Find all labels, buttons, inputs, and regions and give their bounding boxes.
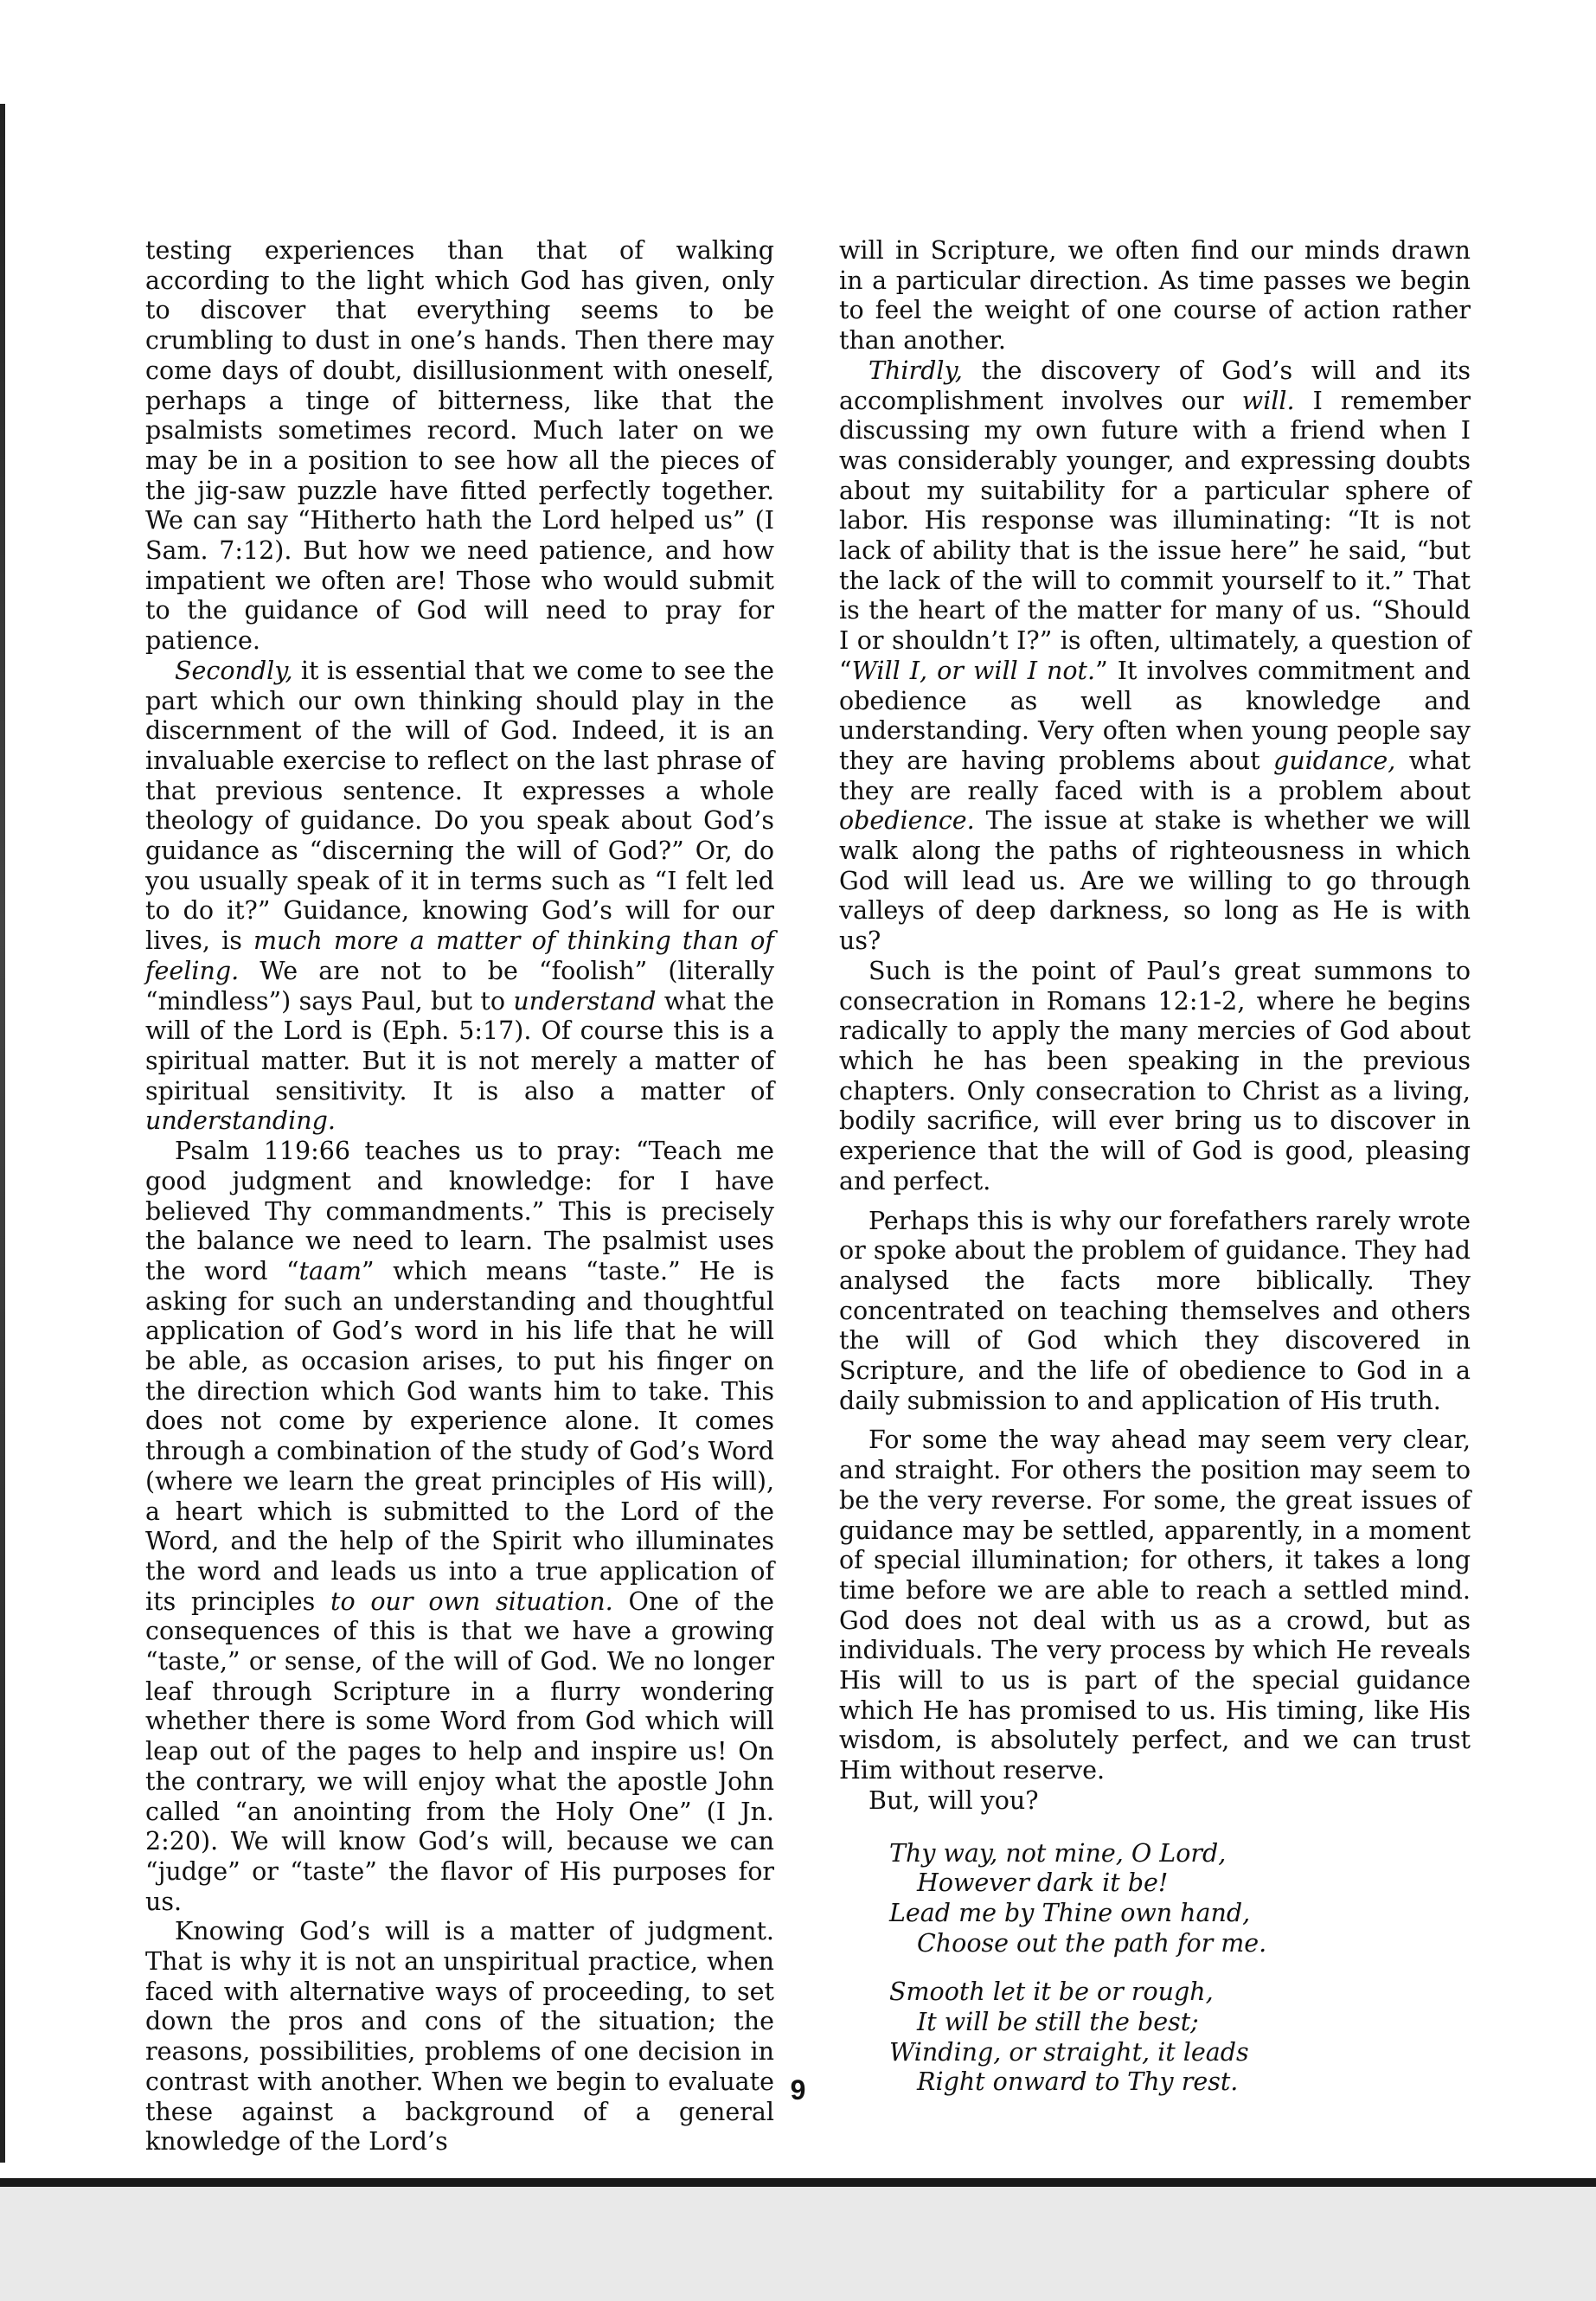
text-run: ” which means “taste.” He is asking for such an understanding and thoughtful application of God’s word in his life that he will be able, as occasion arises, to put his finger on the direction which God wants him to take. This does not come by experience alone. It comes through a combination of the study of God’s Word (where we learn the great principles of His will), a heart which is submitted to the Lord of the Word, and the help of the Spirit who illuminates the word and leads us into a true application of its principles: [145, 1256, 774, 1616]
right-column: [839, 236, 1471, 2117]
poem-line: Winding, or straight, it leads: [889, 2037, 1249, 2067]
paragraph: [839, 356, 1471, 957]
text-run: I remember discussing my own future with a friend when I was considerably younger, and expressing doubts about my suitability for a particular sphere of labor. His response was illuminating: “It is not lack of ability that is the issue here” he said, “but the lack of the will to commit yourself to it.” That is the heart of the matter for many of us. “Should I or shouldn’t I?” is often, ultimately, a question of “: [839, 386, 1471, 685]
emphasis: Thirdly,: [869, 356, 963, 385]
paragraph: For some the way ahead may seem very clear, and straight. For others the position may seem to be the very reverse. For some, the great issues of guidance may be settled, apparently, in a moment of special illumination; for others, it takes a long time before we are able to reach a settled mind. God does not deal with us as a crowd, but as individuals. The very process by which He reveals His will to us is part of the special guidance which He has promised to us. His timing, like His wisdom, is absolutely perfect, and we can trust Him without reserve.: [839, 1426, 1471, 1785]
poem-line: Smooth let it be or rough,: [889, 1977, 1214, 2007]
scan-bottom-edge: [0, 2178, 1596, 2187]
poem-stanza: [889, 1839, 1471, 1959]
poem-line: Right onward to Thy rest.: [917, 2067, 1239, 2097]
hymn-poem: [839, 1839, 1471, 2099]
text-run: The issue at stake is whether we will walk along the paths of righteousness in which God will lead us. Are we willing to go through valleys of deep darkness, so long as He is with us?: [839, 806, 1471, 956]
paragraph: [145, 657, 774, 1137]
paragraph: will in Scripture, we often find our minds drawn in a particular direction. As time passes we begin to feel the weight of one course of action rather than another.: [839, 236, 1471, 356]
emphasis: understand: [513, 986, 657, 1016]
text-run: what they are really faced with is a problem about: [839, 746, 1471, 805]
text-run: it is essential that we come to see the part which our own thinking should play in the discernment of the will of God. Indeed, it is an invaluable exercise to reflect on the last phrase of that previous sentence. It expresses a whole theology of guidance. Do you speak about God’s guidance as “discerning the will of God?” Or, do you usually speak of it in terms such as “I felt led to do it?” Guidance, knowing God’s will for our lives, is: [145, 656, 774, 956]
text-run: the discovery of God’s will and its accomplishment involves our: [839, 356, 1471, 415]
emphasis: will.: [1241, 386, 1295, 415]
poem-line: Choose out the path for me.: [917, 1928, 1267, 1958]
paragraph: testing experiences than that of walking according to the light which God has given, only to discover that everything seems to be crumbling to dust in one’s hands. Then there may come days of doubt, disillusionment with oneself, perhaps a tinge of bitterness, like that the psalmists sometimes record. Much later on we may be in a position to see how all the pieces of the jig-saw puzzle have fitted perfectly together. We can say “Hitherto hath the Lord helped us” (I Sam. 7:12). But how we need patience, and how impatient we often are! Those who would submit to the guidance of God will need to pray for patience.: [145, 236, 774, 656]
scan-bottom-margin: [0, 2187, 1596, 2301]
paragraph: [145, 1137, 774, 1917]
poem-line: Lead me by Thine own hand,: [889, 1898, 1251, 1927]
text-run: Psalm 119:66 teaches us to pray: “Teach me good judgment and knowledge: for I have believed Thy commandments.” This is precisely the balance we need to learn. The psalmist uses the word “: [145, 1137, 774, 1285]
emphasis: much more a matter of thinking than of feeling.: [145, 926, 774, 985]
paragraph: But, will you?: [869, 1785, 1039, 1815]
poem-line: Thy way, not mine, O Lord,: [889, 1838, 1227, 1868]
text-run: what the will of the Lord is (Eph. 5:17). Of course this is a spiritual matter. But it is not merely a matter of spiritual sensitivity. It is also a matter of: [145, 986, 774, 1106]
paragraph: Such is the point of Paul’s great summons to consecration in Romans 12:1-2, where he begins radically to apply the many mercies of God about which he has been speaking in the previous chapters. Only consecration to Christ as a living, bodily sacrifice, will ever bring us to discover in experience that the will of God is good, pleasing and perfect.: [839, 956, 1471, 1195]
paragraph: Knowing God’s will is a matter of judgment. That is why it is not an unspiritual practice, when faced with alternative ways of proceeding, to set down the pros and cons of the situation; the reasons, possibilities, problems of one decision in contrast with another. When we begin to evaluate these against a background of a general knowledge of the Lord’s: [145, 1917, 774, 2157]
text-run: ” It involves commitment and obedience as well as knowledge and understanding. Very often when young people say they are having problems about: [839, 656, 1471, 775]
poem-line: It will be still the best;: [917, 2008, 1199, 2037]
paragraph: Perhaps this is why our forefathers rarely wrote or spoke about the problem of guidance. They had analysed the facts more biblically. They concentrated on teaching themselves and others the will of God which they discovered in Scripture, and the life of obedience to God in a daily submission to and application of His truth.: [839, 1206, 1471, 1415]
emphasis: to our own situation.: [330, 1586, 613, 1616]
emphasis: Will I, or will I not.: [851, 656, 1096, 685]
emphasis: obedience.: [839, 806, 975, 836]
text-run: One of the consequences of this is that we have a growing “taste,” or sense, of the will of God. We no longer leaf through Scripture in a flurry wondering whether there is some Word from God which will leap out of the pages to help and inspire us! On the contrary, we will enjoy what the apostle John called “an anointing from the Holy One” (I Jn. 2:20). We will know God’s will, because we can “judge” or “taste” the flavor of His purposes for us.: [145, 1586, 774, 1916]
emphasis: understanding.: [145, 1106, 336, 1136]
page-number: 9: [790, 2074, 806, 2106]
emphasis: taam: [298, 1256, 362, 1285]
poem-line: However dark it be!: [917, 1868, 1169, 1898]
scan-left-edge: [0, 104, 5, 2163]
text-run: We are not to be “foolish” (literally “mindless”) says Paul, but to: [145, 956, 774, 1016]
emphasis: guidance,: [1273, 746, 1396, 775]
left-column: [145, 236, 774, 2157]
emphasis: Secondly,: [175, 656, 293, 685]
